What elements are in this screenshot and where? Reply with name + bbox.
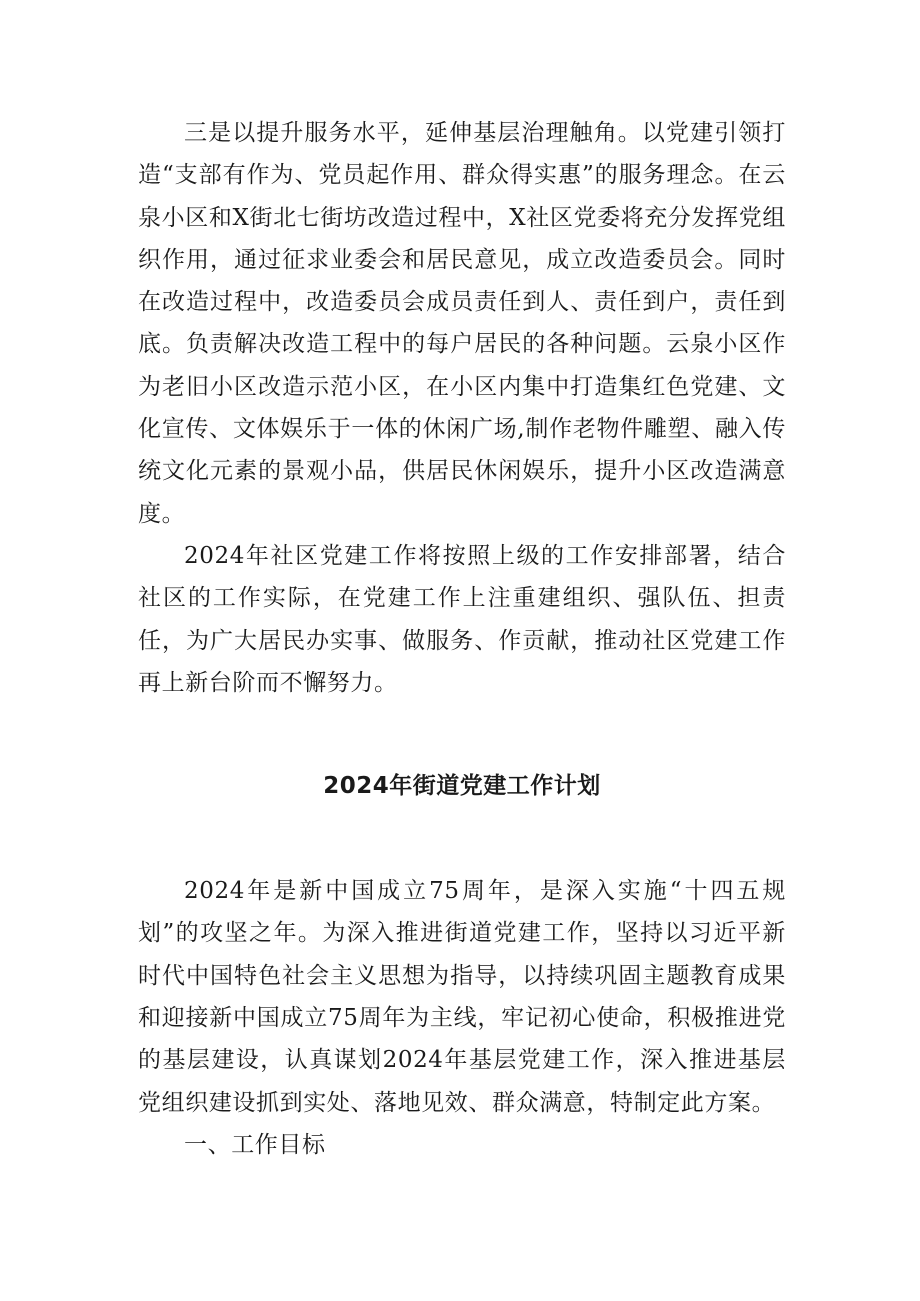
- section-heading: 一、工作目标: [184, 1131, 326, 1158]
- paragraph-community-summary: 2024年社区党建工作将按照上级的工作安排部署，结合社区的工作实际，在党建工作上注重建组织、强队伍、担责任，为广大居民办实事、做服务、作贡献，推动社区党建工作再上新台阶而不懈努力。: [138, 542, 786, 696]
- paragraph-intro: 2024年是新中国成立75周年，是深入实施“十四五规划”的攻坚之年。为深入推进街道党建工作，坚持以习近平新时代中国特色社会主义思想为指导，以持续巩固主题教育成果和迎接新中国成立75周年为主线，牢记初心使命，积极推进党的基层建设，认真谋划2024年基层党建工作，深入推进基层党组织建设抓到实处、落地见效、群众满意，特制定此方案。: [138, 878, 786, 1116]
- document-title: 2024年街道党建工作计划: [323, 773, 601, 800]
- document-body: [138, 112, 786, 1166]
- paragraph-service-level: 三是以提升服务水平，延伸基层治理触角。以党建引领打造“支部有作为、党员起作用、群众得实惠”的服务理念。在云泉小区和X街北七街坊改造过程中，X社区党委将充分发挥党组织作用，通过征求业委会和居民意见，成立改造委员会。同时在改造过程中，改造委员会成员责任到人、责任到户，责任到底。负责解决改造工程中的每户居民的各种问题。云泉小区作为老旧小区改造示范小区，在小区内集中打造集红色党建、文化宣传、文体娱乐于一体的休闲广场,制作老物件雕塑、融入传统文化元素的景观小品，供居民休闲娱乐，提升小区改造满意度。: [138, 120, 786, 527]
